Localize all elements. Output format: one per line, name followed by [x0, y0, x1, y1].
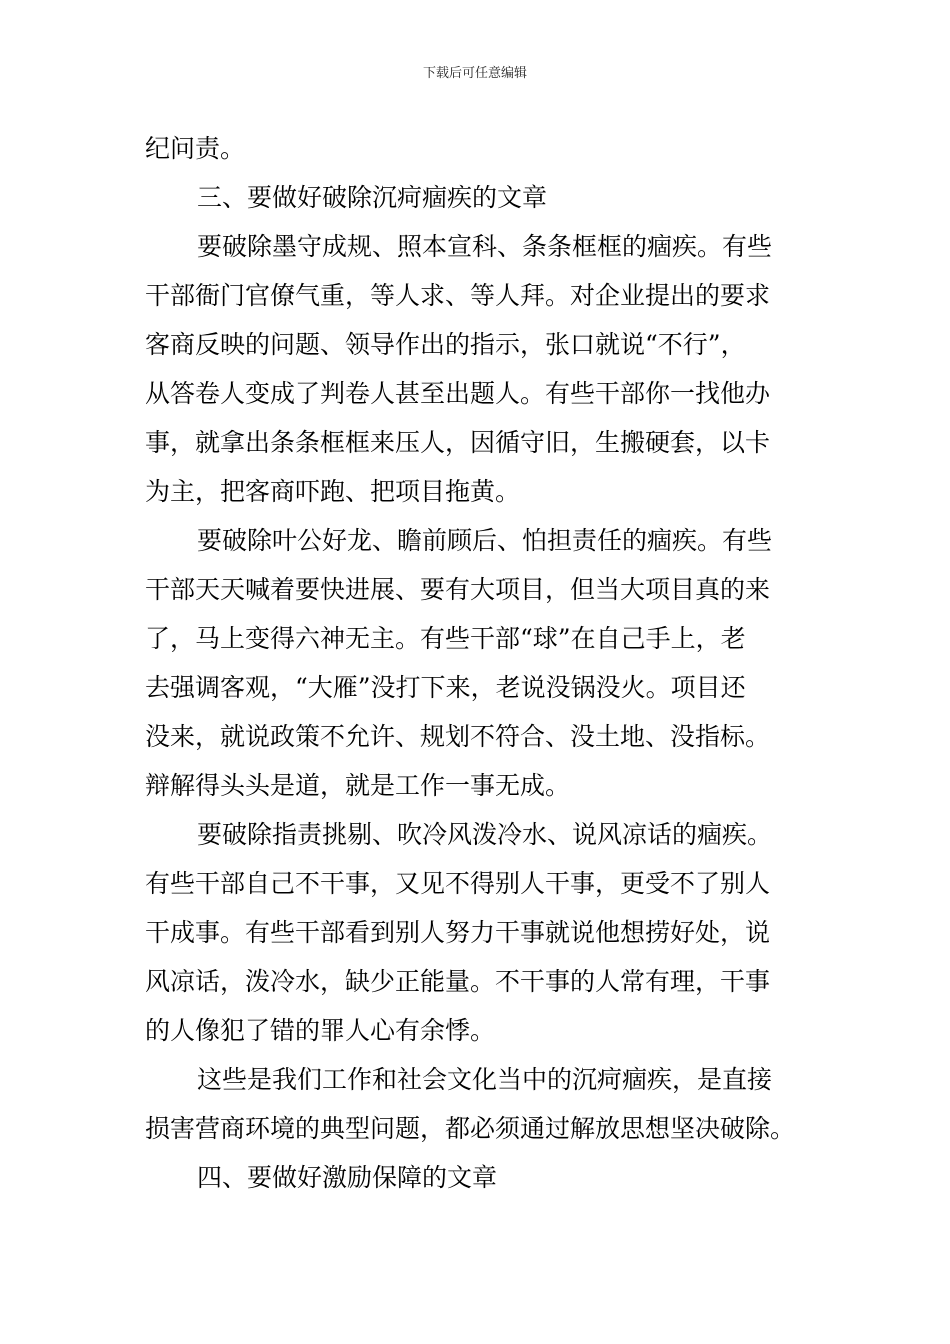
paragraph-line: 干部天天喊着要快进展、要有大项目，但当大项目真的来: [145, 575, 771, 604]
paragraph-line: 有些干部自己不干事，又见不得别人干事，更受不了别人: [145, 869, 771, 898]
paragraph-line: 要破除墨守成规、照本宣科、条条框框的痼疾。有些: [197, 232, 773, 261]
paragraph-line: 损害营商环境的典型问题，都必须通过解放思想坚决破除。: [145, 1114, 796, 1143]
paragraph-line: 干成事。有些干部看到别人努力干事就说他想捞好处，说: [145, 918, 771, 947]
paragraph-line: 事，就拿出条条框框来压人，因循守旧，生搬硬套，以卡: [145, 428, 771, 457]
paragraph-line: 了，马上变得六神无主。有些干部“球”在自己手上，老: [145, 624, 746, 653]
paragraph-line: 客商反映的问题、领导作出的指示，张口就说“不行”，: [145, 330, 746, 359]
paragraph-line: 从答卷人变成了判卷人甚至出题人。有些干部你一找他办: [145, 379, 771, 408]
paragraph-line: 要破除叶公好龙、瞻前顾后、怕担责任的痼疾。有些: [197, 526, 773, 555]
paragraph-line: 风凉话，泼冷水，缺少正能量。不干事的人常有理，干事: [145, 967, 771, 996]
paragraph-line: 为主，把客商吓跑、把项目拖黄。: [145, 477, 521, 506]
section-heading-3: 三、要做好破除沉疴痼疾的文章: [197, 183, 548, 212]
paragraph-line: 没来，就说政策不允许、规划不符合、没土地、没指标。: [145, 722, 771, 751]
paragraph-line: 去强调客观，“大雁”没打下来，老说没锅没火。项目还: [145, 673, 746, 702]
paragraph-line: 干部衙门官僚气重，等人求、等人拜。对企业提出的要求: [145, 281, 771, 310]
page-header: 下载后可任意编辑: [422, 66, 527, 81]
paragraph-line: 这些是我们工作和社会文化当中的沉疴痼疾，是直接: [197, 1065, 773, 1094]
paragraph-line: 要破除指责挑剔、吹冷风泼冷水、说风凉话的痼疾。: [197, 820, 773, 849]
paragraph-continuation-line: 纪问责。: [145, 134, 246, 163]
document-body: [145, 124, 809, 1202]
section-heading-4: 四、要做好激励保障的文章: [197, 1163, 498, 1192]
paragraph-line: 辩解得头头是道，就是工作一事无成。: [145, 771, 571, 800]
paragraph-line: 的人像犯了错的罪人心有余悸。: [145, 1016, 496, 1045]
